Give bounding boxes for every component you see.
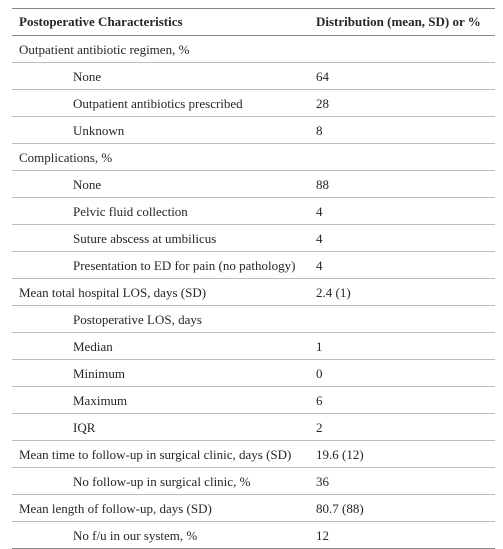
table-row [12, 197, 495, 224]
table-row [12, 36, 495, 62]
row-value: 6 [316, 393, 323, 408]
table-row [12, 386, 495, 413]
table-row [12, 251, 495, 278]
row-value: 12 [316, 528, 329, 543]
row-value: 4 [316, 258, 323, 273]
column-header-characteristics: Postoperative Characteristics [19, 14, 183, 29]
row-label: Minimum [73, 366, 126, 381]
row-value: 1 [316, 339, 323, 354]
row-value: 64 [316, 69, 329, 84]
table-row [12, 62, 495, 89]
row-value: 2.4 (1) [316, 285, 351, 300]
table-row [12, 440, 495, 467]
row-label: Pelvic fluid collection [73, 204, 188, 219]
row-label: Unknown [73, 123, 125, 138]
row-label: None [73, 69, 102, 84]
table-row [12, 467, 495, 494]
table-row [12, 170, 495, 197]
row-value: 4 [316, 204, 323, 219]
row-label: No follow-up in surgical clinic, % [73, 474, 251, 489]
row-label: Presentation to ED for pain (no pathology) [73, 258, 296, 273]
row-label: Mean time to follow-up in surgical clinic, days (SD) [19, 447, 292, 462]
row-label: Mean total hospital LOS, days (SD) [19, 285, 207, 300]
row-label: Median [73, 339, 113, 354]
table-row [12, 143, 495, 170]
table-row [12, 413, 495, 440]
postoperative-characteristics-table [12, 8, 495, 549]
row-value: 0 [316, 366, 323, 381]
row-value: 19.6 (12) [316, 447, 364, 462]
row-label: None [73, 177, 102, 192]
table-row [12, 521, 495, 548]
table-row [12, 278, 495, 305]
row-label: Maximum [73, 393, 128, 408]
row-value: 80.7 (88) [316, 501, 364, 516]
row-label: Complications, % [19, 150, 113, 165]
row-label: IQR [73, 420, 96, 435]
table-body [12, 36, 495, 548]
table-row [12, 359, 495, 386]
row-label: Suture abscess at umbilicus [73, 231, 217, 246]
table-row [12, 116, 495, 143]
table-header [12, 9, 495, 36]
row-value: 2 [316, 420, 323, 435]
row-label: Outpatient antibiotics prescribed [73, 96, 243, 111]
row-label: Postoperative LOS, days [73, 312, 202, 327]
row-label: No f/u in our system, % [73, 528, 198, 543]
table-row [12, 494, 495, 521]
row-label: Outpatient antibiotic regimen, % [19, 42, 190, 57]
row-label: Mean length of follow-up, days (SD) [19, 501, 212, 516]
table-row [12, 89, 495, 116]
column-header-distribution: Distribution (mean, SD) or % [316, 14, 481, 29]
table-row [12, 305, 495, 332]
row-value: 8 [316, 123, 323, 138]
row-value: 36 [316, 474, 329, 489]
table-row [12, 332, 495, 359]
row-value: 28 [316, 96, 329, 111]
table-row [12, 224, 495, 251]
row-value: 88 [316, 177, 329, 192]
row-value: 4 [316, 231, 323, 246]
